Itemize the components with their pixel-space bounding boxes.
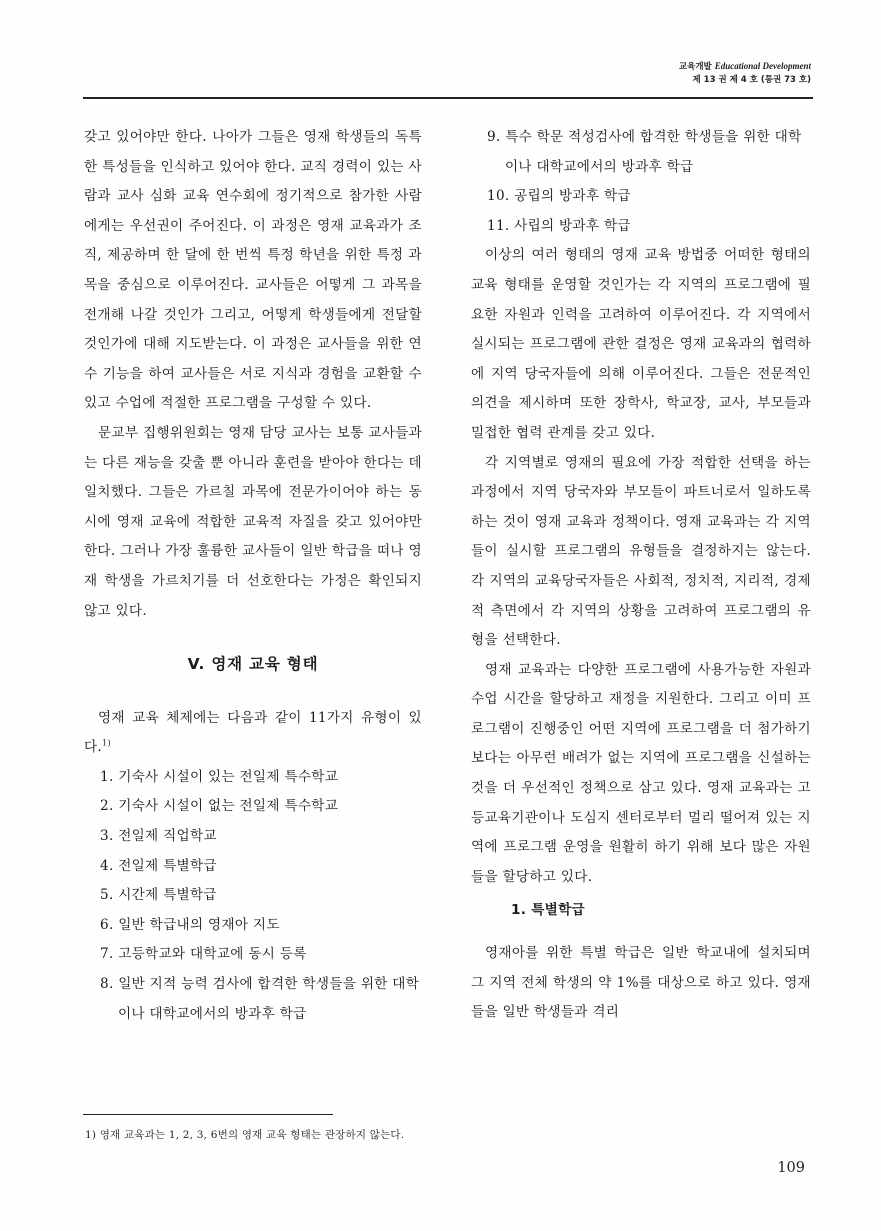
text: 영재 교육과는 다양한 프로그램에 사용가능한 자원과 수업 시간을 할당하고 재정을 지원한다. 그리고 이미 프로그램이 진행중인 어떤 지역에 프로그램을 더 첨가하기 보다는 아무런 배려가 없는 지역에 프로그램을 신설하는 것을 더 우선적인 정책으로 삼고 있다. 영재 교육과는 고등교육기관이나 도심지 센터로부터 멀리 떨어져 있는 지역에 프로그램 운영을 원활히 하기 위해 보다 많은 자원들을 할당하고 있다.	[471, 661, 811, 885]
journal-title-en: Educational Development	[714, 61, 811, 71]
paragraph	[471, 241, 811, 448]
text: 1. 기숙사 시설이 있는 전일제 특수학교	[100, 768, 339, 785]
left-column	[84, 123, 422, 1029]
journal-title	[511, 60, 811, 74]
list-item	[471, 182, 811, 212]
text: 갖고 있어야만 한다. 나아가 그들은 영재 학생들의 독특한 특성들을 인식하고 있어야 한다. 교직 경력이 있는 사람과 교사 심화 교육 연수회에 정기적으로 참가한 사람에게는 우선권이 주어진다. 이 과정은 영재 교육과가 조직, 제공하며 한 달에 한 번씩 특정 학년을 위한 특정 과목을 중심으로 이루어진다. 교사들은 어떻게 그 과목을 전개해 나갈 것인가 그리고, 어떻게 학생들에게 전달할 것인가에 대해 지도받는다. 이 과정은 교사들을 위한 연수 기능을 하여 교사들은 서로 지식과 경험을 교환할 수 있고 수업에 적절한 프로그램을 구성할 수 있다.	[84, 129, 422, 412]
list-item	[471, 212, 811, 242]
list-item	[84, 911, 422, 941]
footnote-ref: 1)	[102, 738, 111, 748]
text: 6. 일반 학급내의 영재아 지도	[100, 916, 280, 933]
paragraph	[84, 419, 422, 626]
footnote-rule	[83, 1114, 333, 1115]
paragraph	[84, 704, 422, 763]
text: 각 지역별로 영재의 필요에 가장 적합한 선택을 하는 과정에서 지역 당국자와 부모들이 파트너로서 일하도록 하는 것이 영재 교육과 정책이다. 영재 교육과는 각 지역들이 실시할 프로그램의 유형들을 결정하지는 않는다. 각 지역의 교육당국자들은 사회적, 정치적, 지리적, 경제적 측면에서 각 지역의 상황을 고려하여 프로그램의 유형을 선택한다.	[471, 454, 811, 649]
list-item	[84, 822, 422, 852]
text: 8. 일반 지적 능력 검사에 합격한 학생들을 위한 대학이나 대학교에서의 방과후 학급	[100, 976, 420, 1022]
text: 이상의 여러 형태의 영재 교육 방법중 어떠한 형태의 교육 형태를 운영할 것인가는 각 지역의 프로그램에 필요한 자원과 인력을 고려하여 이루어진다. 각 지역에서 실시되는 프로그램에 관한 결정은 영재 교육과의 협력하에 지역 당국자들에 의해 이루어진다. 그들은 전문적인 의견을 제시하며 또한 장학사, 학교장, 교사, 부모들과 밀접한 협력 관계를 갖고 있다.	[471, 247, 811, 441]
text: 1. 특별학급	[511, 902, 585, 919]
list-item	[84, 881, 422, 911]
journal-title-ko: 교육개발	[678, 62, 712, 72]
page-number: 109	[777, 1160, 805, 1176]
list-item	[84, 792, 422, 822]
footnote: 1) 영재 교육과는 1, 2, 3, 6번의 영재 교육 형태는 관장하지 않는다.	[85, 1129, 405, 1141]
list-item	[84, 940, 422, 970]
paragraph	[471, 939, 811, 1028]
text: 영재아를 위한 특별 학급은 일반 학교내에 설치되며 그 지역 전체 학생의 약 1%를 대상으로 하고 있다. 영재들을 일반 학생들과 격리	[471, 945, 811, 1021]
paragraph	[471, 656, 811, 893]
text: 9. 특수 학문 적성검사에 합격한 학생들을 위한 대학이나 대학교에서의 방과후 학급	[487, 129, 802, 175]
list-item	[84, 852, 422, 882]
list-item	[84, 970, 422, 1029]
text: 문교부 집행위원회는 영재 담당 교사는 보통 교사들과는 다른 재능을 갖출 뿐 아니라 훈련을 받아야 한다는 데 일치했다. 그들은 가르칠 과목에 전문가이어야 하는 동시에 영재 교육에 적합한 교육적 자질을 갖고 있어야만 한다. 그러나 가장 훌륭한 교사들이 일반 학급을 떠나 영재 학생을 가르치기를 더 선호한다는 가정은 확인되지 않고 있다.	[84, 424, 422, 619]
text: 11. 사립의 방과후 학급	[487, 217, 631, 234]
volume-issue: 제 13 권 제 4 호 (통권 73 호)	[692, 75, 811, 85]
header-rule	[83, 97, 813, 99]
text: 영재 교육 체제에는 다음과 같이 11가지 유형이 있다.	[84, 709, 422, 756]
paragraph	[84, 123, 422, 419]
section-heading	[84, 650, 422, 680]
paragraph	[471, 449, 811, 656]
text: V. 영재 교육 형태	[187, 655, 319, 674]
text: 5. 시간제 특별학급	[100, 887, 217, 904]
text: 2. 기숙사 시설이 없는 전일제 특수학교	[100, 798, 339, 815]
right-column	[471, 123, 811, 1028]
subsection-heading	[471, 896, 811, 926]
list-item	[471, 123, 811, 182]
list-item	[84, 763, 422, 793]
text: 4. 전일제 특별학급	[100, 857, 217, 874]
text: 7. 고등학교와 대학교에 동시 등록	[100, 946, 307, 963]
text: 3. 전일제 직업학교	[100, 828, 217, 845]
running-header	[511, 60, 811, 87]
text: 10. 공립의 방과후 학급	[487, 188, 631, 205]
